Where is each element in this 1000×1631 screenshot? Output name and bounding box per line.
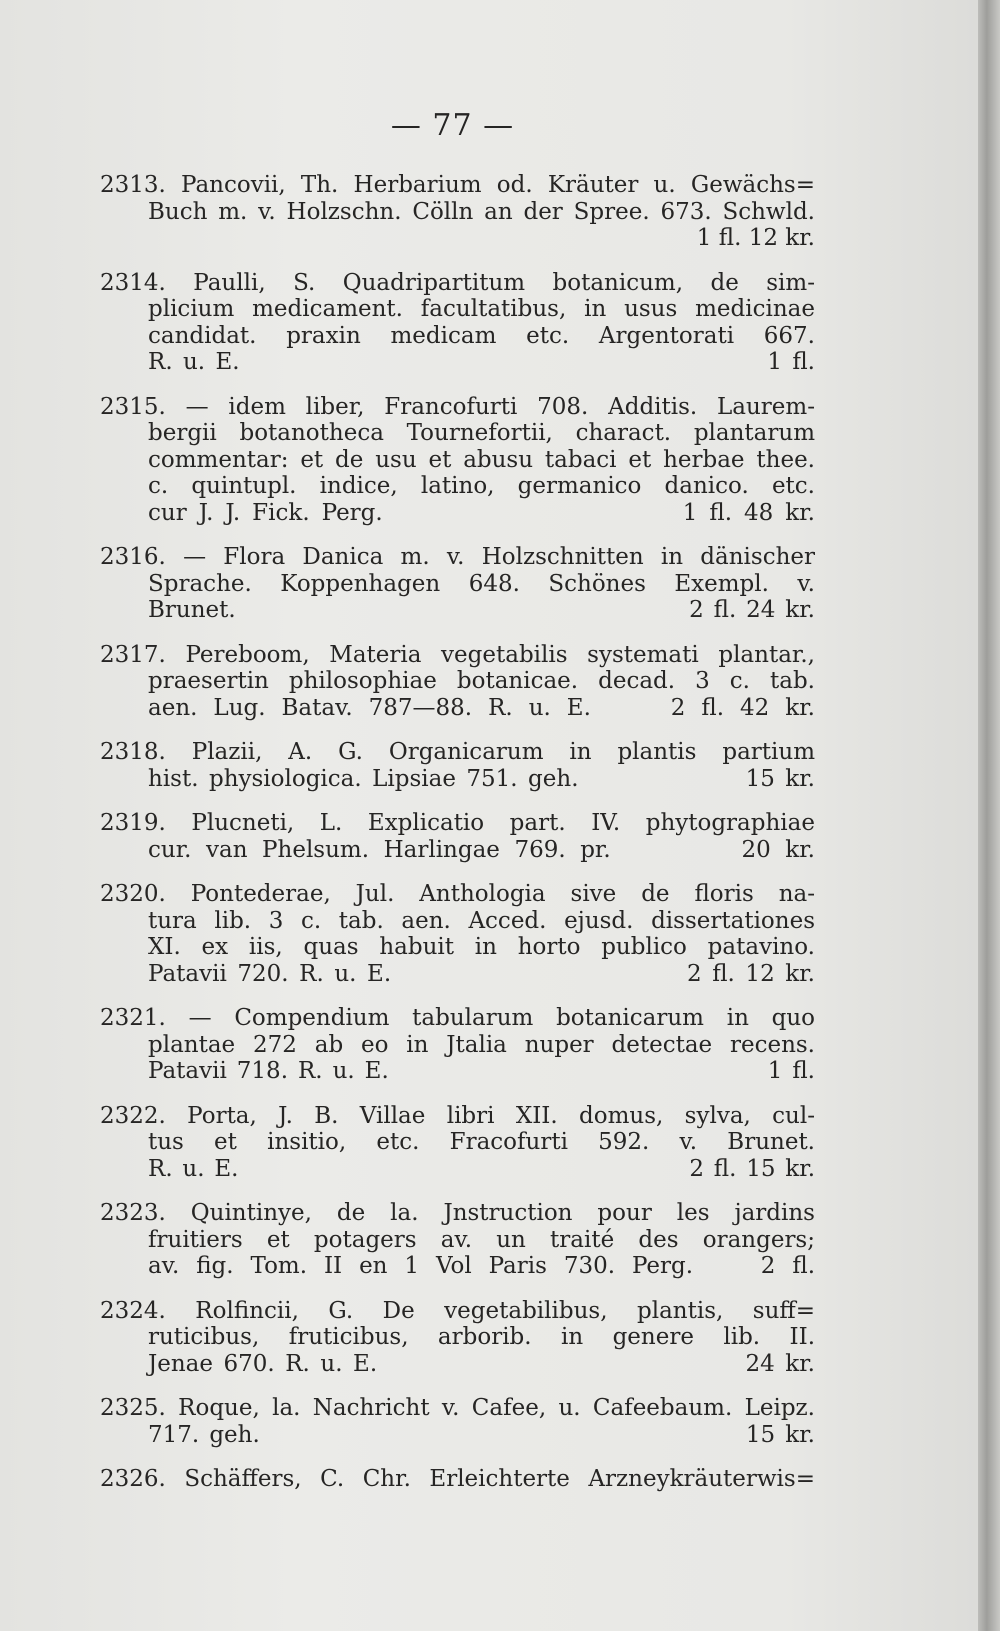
entry-line: Patavii 720. R. u. E. 2 fl. 12 kr.	[148, 960, 815, 987]
catalog-entry	[100, 1298, 815, 1378]
catalog-entry	[100, 1005, 815, 1085]
entry-line: candidat. praxin medicam etc. Argentorati 667.	[148, 322, 815, 349]
entry-line: aen. Lug. Batav. 787—88. R. u. E. 2 fl. 42 kr.	[148, 694, 815, 721]
entry-line: tus et insitio, etc. Fracofurti 592. v. Brunet.	[148, 1129, 815, 1155]
catalog-entry	[100, 394, 815, 527]
entry-first-line: 2317. Pereboom, Materia vegetabilis systemati plantar.,	[100, 641, 815, 668]
entry-line: R. u. E. 2 fl. 15 kr.	[148, 1155, 815, 1182]
catalog-entry	[100, 810, 815, 863]
catalog-entry	[100, 642, 815, 722]
entry-line: hist. physiologica. Lipsiae 751. geh. 15 kr.	[148, 765, 815, 792]
catalog-entry	[100, 1200, 815, 1280]
entry-line: plicium medicament. facultatibus, in usus medicinae	[148, 296, 815, 322]
catalog-entry	[100, 739, 815, 792]
catalog-entry	[100, 1103, 815, 1183]
entry-line: bergii botanotheca Tournefortii, charact. plantarum	[148, 420, 815, 446]
catalog-entry	[100, 1466, 815, 1493]
entry-line: tura lib. 3 c. tab. aen. Acced. ejusd. dissertationes	[148, 907, 815, 934]
entry-first-line: 2314. Paulli, S. Quadripartitum botanicum, de sim-	[100, 269, 815, 296]
entry-line: XI. ex iis, quas habuit in horto publico patavino.	[148, 934, 815, 960]
entry-first-line: 2323. Quintinye, de la. Jnstruction pour les jardins	[100, 1200, 815, 1226]
catalog-entries	[100, 172, 815, 1511]
entry-first-line: 2320. Pontederae, Jul. Anthologia sive de floris na-	[100, 881, 815, 907]
entry-line: commentar: et de usu et abusu tabaci et herbae thee.	[148, 446, 815, 473]
entry-line: fruitiers et potagers av. un traité des orangers;	[148, 1226, 815, 1253]
entry-first-line: 2316. — Flora Danica m. v. Holzschnitten in dänischer	[100, 544, 815, 570]
entry-first-line: 2322. Porta, J. B. Villae libri XII. domus, sylva, cul-	[100, 1102, 815, 1129]
entry-line: 1 fl. 12 kr.	[696, 225, 815, 251]
entry-line: plantae 272 ab eo in Jtalia nuper detectae recens.	[148, 1031, 815, 1058]
catalog-entry	[100, 544, 815, 624]
catalog-entry	[100, 881, 815, 987]
entry-line: Patavii 718. R. u. E. 1 fl.	[148, 1058, 815, 1084]
entry-line: c. quintupl. indice, latino, germanico danico. etc.	[148, 473, 815, 499]
entry-line: praesertin philosophiae botanicae. decad. 3 c. tab.	[148, 668, 815, 694]
entry-line: Sprache. Koppenhagen 648. Schönes Exempl. v.	[148, 570, 815, 597]
entry-first-line: 2313. Pancovii, Th. Herbarium od. Kräuter u. Gewächs=	[100, 172, 815, 198]
page-number: — 77 —	[390, 108, 515, 143]
entry-line: 717. geh. 15 kr.	[148, 1421, 815, 1448]
entry-first-line: 2319. Plucneti, L. Explicatio part. IV. phytographiae	[100, 810, 815, 836]
entry-line: cur J. J. Fick. Perg. 1 fl. 48 kr.	[148, 499, 815, 526]
entry-first-line: 2325. Roque, la. Nachricht v. Cafee, u. Cafeebaum. Leipz.	[100, 1395, 815, 1421]
entry-first-line: 2326. Schäffers, C. Chr. Erleichterte Arzneykräuterwis=	[100, 1466, 815, 1492]
entry-line: ruticibus, fruticibus, arborib. in genere lib. II.	[148, 1324, 815, 1350]
entry-line: R. u. E. 1 fl.	[148, 349, 815, 375]
entry-first-line: 2321. — Compendium tabularum botanicarum in quo	[100, 1005, 815, 1031]
catalog-entry	[100, 1395, 815, 1448]
entry-first-line: 2315. — idem liber, Francofurti 708. Additis. Laurem-	[100, 393, 815, 420]
catalog-entry	[100, 270, 815, 376]
book-gutter	[978, 0, 1000, 1631]
entry-line: Buch m. v. Holzschn. Cölln an der Spree. 673. Schwld.	[148, 198, 815, 225]
entry-first-line: 2318. Plazii, A. G. Organicarum in plantis partium	[100, 739, 815, 765]
entry-line: Jenae 670. R. u. E. 24 kr.	[148, 1350, 815, 1377]
entry-first-line: 2324. Rolfincii, G. De vegetabilibus, plantis, suff=	[100, 1297, 815, 1324]
entry-line: Brunet. 2 fl. 24 kr.	[148, 597, 815, 623]
entry-line: cur. van Phelsum. Harlingae 769. pr. 20 kr.	[148, 836, 815, 863]
catalog-entry	[100, 172, 815, 252]
entry-line: av. fig. Tom. II en 1 Vol Paris 730. Perg. 2 fl.	[148, 1253, 815, 1279]
